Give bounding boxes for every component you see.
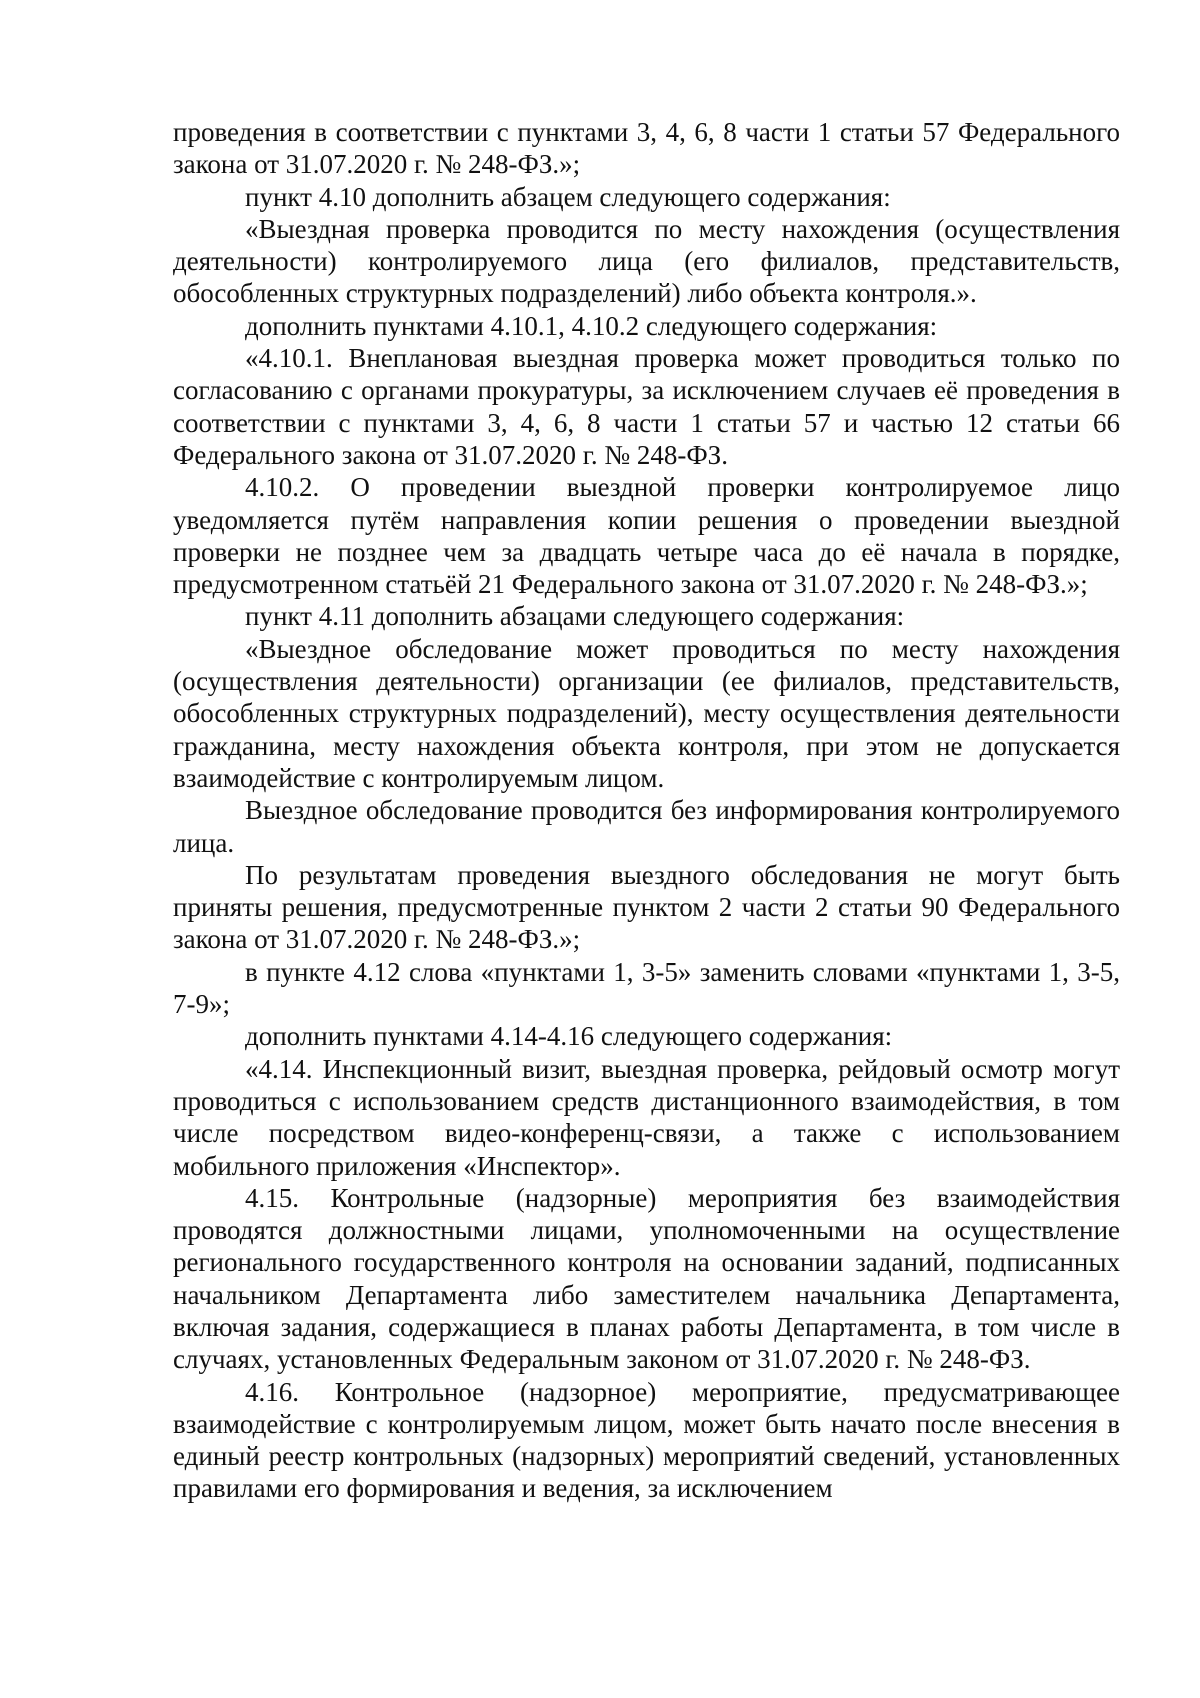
paragraph-field-inspection-location: «Выездная проверка проводится по месту нахождения (осуществления деятельности) контролируемого лица (его филиалов, представительств, обособленных структурных подразделений) либо объекта контроля.». [173,213,1120,309]
paragraph-field-survey-no-notice: Выездное обследование проводится без информирования контролируемого лица. [173,795,1120,858]
paragraph-4-10-1: «4.10.1. Внеплановая выездная проверка может проводиться только по согласованию с органами прокуратуры, за исключением случаев её проведения в соответствии с пунктами 3, 4, 6, 8 части 1 статьи 57 и частью 12 статьи 66 Федерального закона от 31.07.2020 г. № 248-ФЗ. [173,343,1120,470]
paragraph-amend-4-12: в пункте 4.12 слова «пунктами 1, 3-5» заменить словами «пунктами 1, 3-5, 7-9»; [173,956,1120,1020]
paragraph-add-4-10-1-4-10-2: дополнить пунктами 4.10.1, 4.10.2 следующего содержания: [245,310,938,341]
paragraph-4-10-2: 4.10.2. О проведении выездной проверки контролируемое лицо уведомляется путём направления копии решения о проведении выездной проверки не позднее чем за двадцать четыре часа до её начала в порядке, предусмотренном статьёй 21 Федерального закона от 31.07.2020 г. № 248-ФЗ.»; [173,472,1120,600]
paragraph-4-14: «4.14. Инспекционный визит, выездная проверка, рейдовый осмотр могут проводиться с использованием средств дистанционного взаимодействия, в том числе посредством видео-конференц-связи, а также с использованием мобильного приложения «Инспектор». [173,1053,1120,1181]
document-page [173,116,1120,1505]
paragraph-field-survey-results: По результатам проведения выездного обследования не могут быть приняты решения, предусмотренные пунктом 2 части 2 статьи 90 Федерального закона от 31.07.2020 г. № 248-ФЗ.»; [173,859,1120,955]
paragraph-add-4-14-4-16: дополнить пунктами 4.14-4.16 следующего содержания: [245,1021,893,1052]
paragraph-continuation: проведения в соответствии с пунктами 3, 4, 6, 8 части 1 статьи 57 Федерального закона от 31.07.2020 г. № 248-ФЗ.»; [173,117,1120,180]
paragraph-4-15: 4.15. Контрольные (надзорные) мероприятия без взаимодействия проводятся должностными лицами, уполномоченными на осуществление регионального государственного контроля на основании заданий, подписанных начальником Департамента либо заместителем начальника Департамента, включая задания, содержащиеся в планах работы Департамента, в том числе в случаях, установленных Федеральным законом от 31.07.2020 г. № 248-ФЗ. [173,1182,1120,1375]
paragraph-field-survey-location: «Выездное обследование может проводиться по месту нахождения (осуществления деятельности) организации (ее филиалов, представительств, обособленных структурных подразделений), месту осуществления деятельности гражданина, месту нахождения объекта контроля, при этом не допускается взаимодействие с контролируемым лицом. [173,633,1120,793]
paragraph-amend-4-10: пункт 4.10 дополнить абзацем следующего содержания: [245,181,891,212]
paragraph-4-16: 4.16. Контрольное (надзорное) мероприятие, предусматривающее взаимодействие с контролируемым лицом, может быть начато после внесения в единый реестр контрольных (надзорных) мероприятий сведений, установленных правилами его формирования и ведения, за исключением [173,1376,1120,1504]
paragraph-amend-4-11: пункт 4.11 дополнить абзацами следующего содержания: [245,601,905,632]
